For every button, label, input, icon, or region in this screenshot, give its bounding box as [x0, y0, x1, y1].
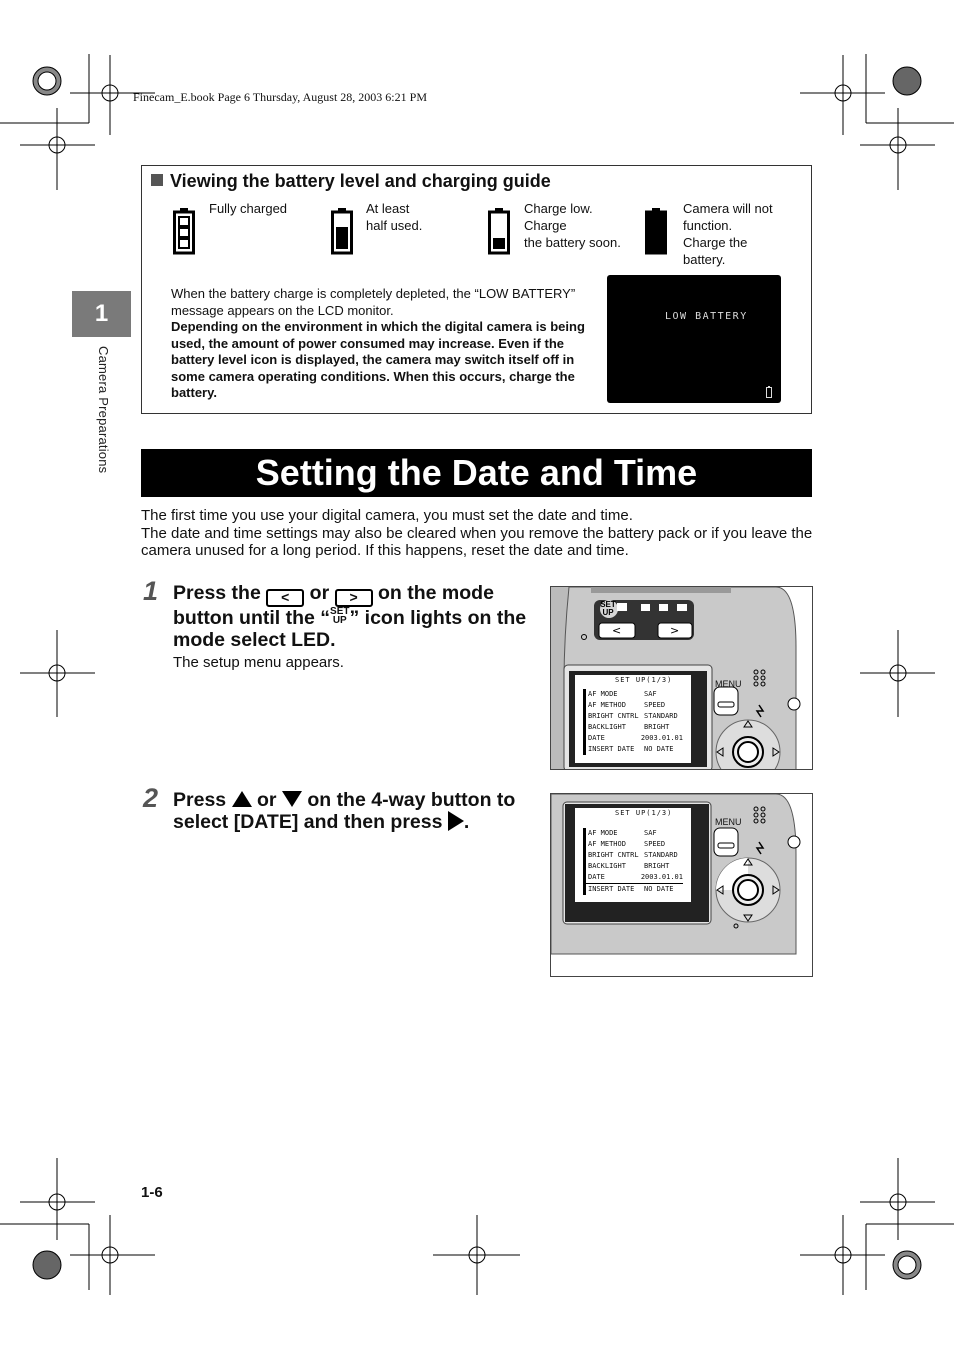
page-number: 1-6 [141, 1184, 163, 1201]
step-2-number: 2 [143, 783, 159, 813]
setup-menu-list-2 [583, 828, 683, 895]
menu-item-label: AF MODE [588, 829, 618, 837]
menu-item-label: AF METHOD [588, 840, 626, 848]
menu-item-value: 2003.01.01 [640, 873, 683, 881]
menu-item-label: AF MODE [588, 690, 618, 698]
menu-row[interactable] [583, 861, 683, 872]
camera-figure-2 [550, 793, 813, 977]
menu-item-label: DATE [588, 873, 605, 881]
svg-text:>: > [670, 624, 680, 637]
step-1-number: 1 [143, 576, 159, 606]
lcd-battery-icon [766, 386, 772, 398]
menu-item-value: SAF [644, 829, 657, 837]
menu-item-value: BRIGHT [644, 723, 670, 731]
step-2-text-d: . [463, 811, 470, 833]
battery-note-normal: When the battery charge is completely depleted, the “LOW BATTERY” message appears on the LCD monitor. [171, 286, 576, 318]
menu-item-label: BACKLIGHT [588, 723, 626, 731]
step-2-text-b: or [256, 789, 277, 811]
intro-paragraph-2: The date and time settings may also be cleared when you remove the battery pack or if you leave the camera unused for a long period. If this happens, reset the date and time. [141, 524, 813, 559]
menu-item-value: STANDARD [644, 712, 678, 720]
menu-row[interactable] [583, 689, 683, 700]
battery-low-icon [488, 207, 510, 255]
section-title: Setting the Date and Time [141, 449, 812, 497]
step-1-result: The setup menu appears. [173, 654, 344, 671]
menu-item-label: AF METHOD [588, 701, 626, 709]
menu-item-value: 2003.01.01 [640, 734, 683, 742]
menu-row[interactable] [583, 733, 683, 744]
left-key-icon: < [266, 589, 304, 607]
menu-row[interactable] [583, 828, 683, 839]
menu-item-label: BACKLIGHT [588, 862, 626, 870]
setup-icon-top: SET [330, 606, 350, 617]
menu-item-label: BRIGHT CNTRL [588, 712, 639, 720]
battery-low-label: Charge low. Charge the battery soon. [524, 201, 621, 250]
battery-notes [171, 286, 601, 402]
step-2-text-c: on the 4-way button to select [DATE] and then press [173, 789, 516, 833]
right-arrow-icon [448, 811, 464, 831]
menu-row-selected[interactable] [583, 872, 683, 884]
step-1-instruction [173, 582, 543, 651]
menu-button-label: MENU [715, 679, 742, 689]
battery-empty-icon [645, 207, 667, 255]
step-1-text-c: on the mode button until the “ [173, 582, 494, 629]
setup-mode-icon [330, 607, 349, 625]
step-2-instruction [173, 789, 543, 833]
setup-menu-list [583, 689, 683, 755]
right-key-icon: > [335, 589, 373, 607]
menu-item-label: INSERT DATE [588, 885, 635, 893]
print-header: Finecam_E.book Page 6 Thursday, August 28, 2003 6:21 PM [133, 90, 427, 104]
battery-full-icon [173, 207, 195, 255]
menu-button-label-2: MENU [715, 817, 742, 827]
chapter-tab: 1 [72, 291, 131, 337]
battery-half-label: At least half used. [366, 201, 423, 233]
setup-icon-bottom: UP [332, 615, 347, 626]
menu-item-value: NO DATE [644, 745, 674, 753]
battery-half-icon [331, 207, 353, 255]
intro-text [141, 507, 821, 560]
battery-note-bold: Depending on the environment in which the digital camera is being used, the amount of power consumed may increase. Even if the battery level icon is displayed, the camera may switch itself off in some camera operating conditions. When this occurs, charge the battery. [171, 319, 585, 400]
menu-row[interactable] [583, 744, 683, 755]
step-1-text-d: ” icon lights on the mode select LED. [173, 607, 527, 651]
menu-item-value: STANDARD [644, 851, 678, 859]
menu-item-label: DATE [588, 734, 605, 742]
menu-item-value: NO DATE [644, 885, 674, 893]
down-arrow-icon [282, 791, 302, 807]
square-bullet-icon [151, 174, 163, 186]
low-battery-message: LOW BATTERY [665, 311, 748, 322]
screen-header: SET UP(1/3) [615, 676, 673, 684]
battery-guide-title [151, 171, 551, 192]
camera-figure-1 [550, 586, 813, 770]
menu-item-value: BRIGHT [644, 862, 670, 870]
menu-row[interactable] [583, 839, 683, 850]
step-1-text-b: or [309, 582, 330, 604]
screen-header-2: SET UP(1/3) [615, 809, 673, 817]
menu-row[interactable] [583, 850, 683, 861]
step-2-text-a: Press [173, 789, 227, 811]
up-arrow-icon [232, 791, 252, 807]
battery-empty-label: Camera will not function. Charge the battery. [683, 201, 773, 267]
svg-text:<: < [612, 624, 622, 637]
menu-item-value: SPEED [644, 840, 666, 848]
menu-row[interactable] [583, 722, 683, 733]
chapter-side-label: Camera Preparations [96, 346, 111, 474]
menu-row[interactable] [583, 884, 683, 895]
mode-led-setup: SET UP [600, 600, 616, 617]
battery-guide-title-text: Viewing the battery level and charging guide [170, 171, 551, 191]
step-1-text-a: Press the [173, 582, 261, 604]
menu-item-label: BRIGHT CNTRL [588, 851, 639, 859]
menu-item-value: SAF [644, 690, 657, 698]
menu-row[interactable] [583, 711, 683, 722]
menu-item-value: SPEED [644, 701, 666, 709]
battery-full-label: Fully charged [209, 201, 288, 216]
menu-item-label: INSERT DATE [588, 745, 635, 753]
menu-row[interactable] [583, 700, 683, 711]
lcd-monitor-preview [607, 275, 781, 403]
intro-paragraph-1: The first time you use your digital camera, you must set the date and time. [141, 507, 633, 524]
